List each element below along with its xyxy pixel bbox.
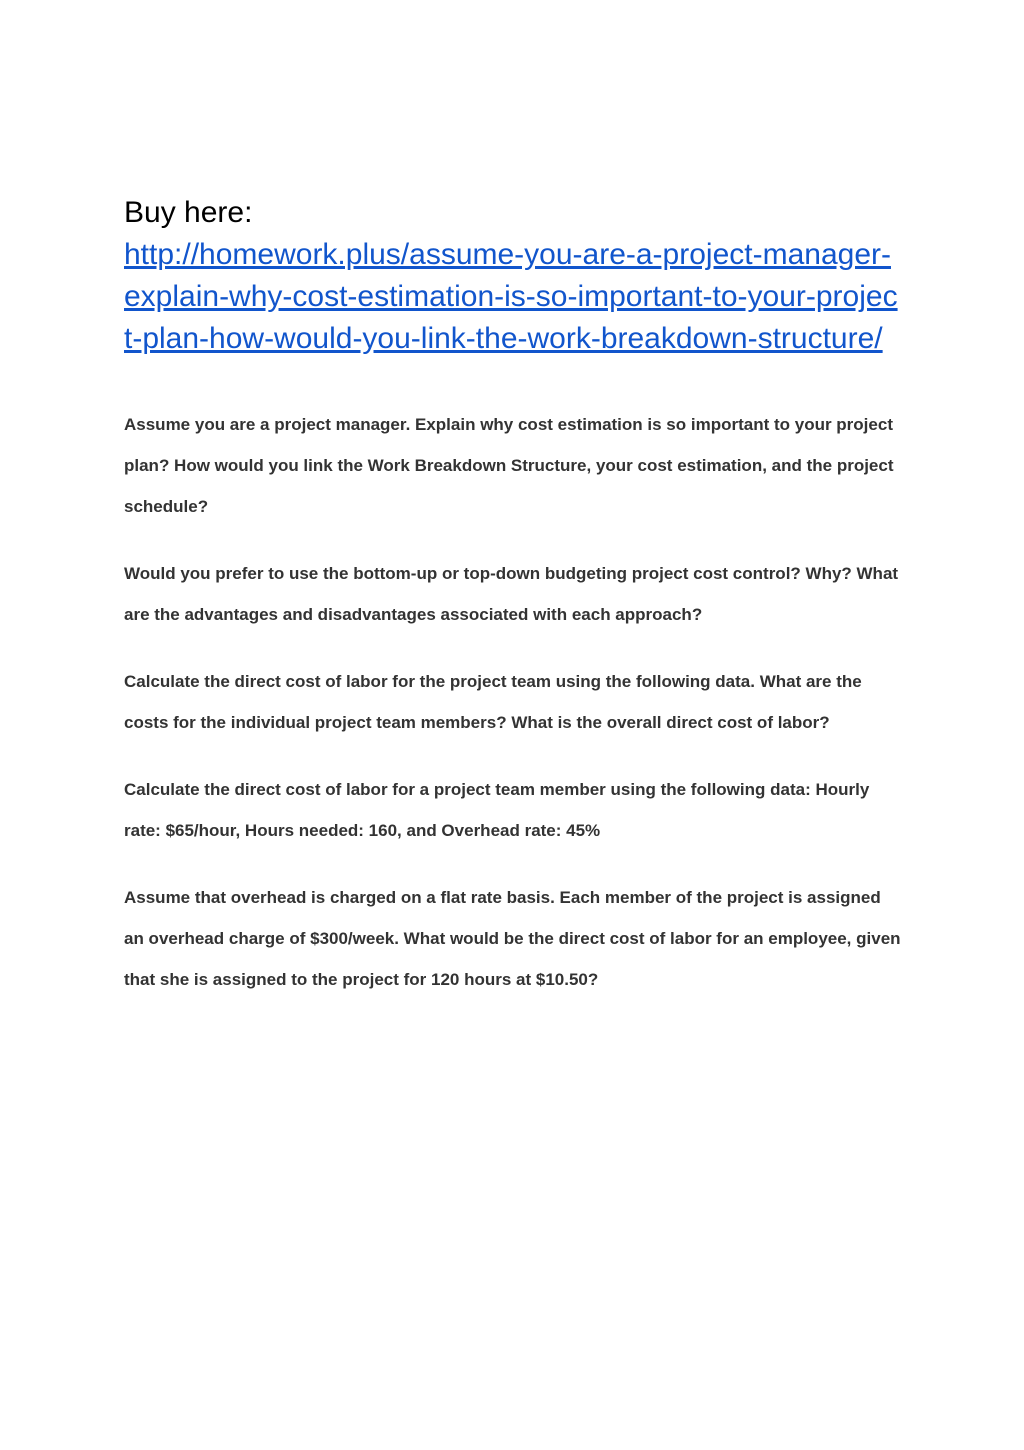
buy-link[interactable]: http://homework.plus/assume-you-are-a-project-manager-explain-why-cost-estimation-is-so-important-to-your-project-plan-how-would-you-link-the-work-breakdown-structure/	[124, 238, 898, 355]
document-content	[124, 192, 904, 1000]
question-cost-estimation: Assume you are a project manager. Explain why cost estimation is so important to your project plan? How would you link the Work Breakdown Structure, your cost estimation, and the project schedule?	[124, 415, 894, 516]
buy-here-label: Buy here:	[124, 196, 253, 229]
question-budgeting-approach: Would you prefer to use the bottom-up or top-down budgeting project cost control? Why? What are the advantages and disadvantages associated with each approach?	[124, 564, 899, 624]
question-flat-rate-overhead: Assume that overhead is charged on a flat rate basis. Each member of the project is assigned an overhead charge of $300/week. What would be the direct cost of labor for an employee, given that she is assigned to the project for 120 hours at $10.50?	[124, 888, 901, 989]
question-member-labor-cost: Calculate the direct cost of labor for a project team member using the following data: Hourly rate: $65/hour, Hours needed: 160, and Overhead rate: 45%	[124, 780, 870, 840]
question-team-labor-cost: Calculate the direct cost of labor for the project team using the following data. What are the costs for the individual project team members? What is the overall direct cost of labor?	[124, 672, 862, 732]
